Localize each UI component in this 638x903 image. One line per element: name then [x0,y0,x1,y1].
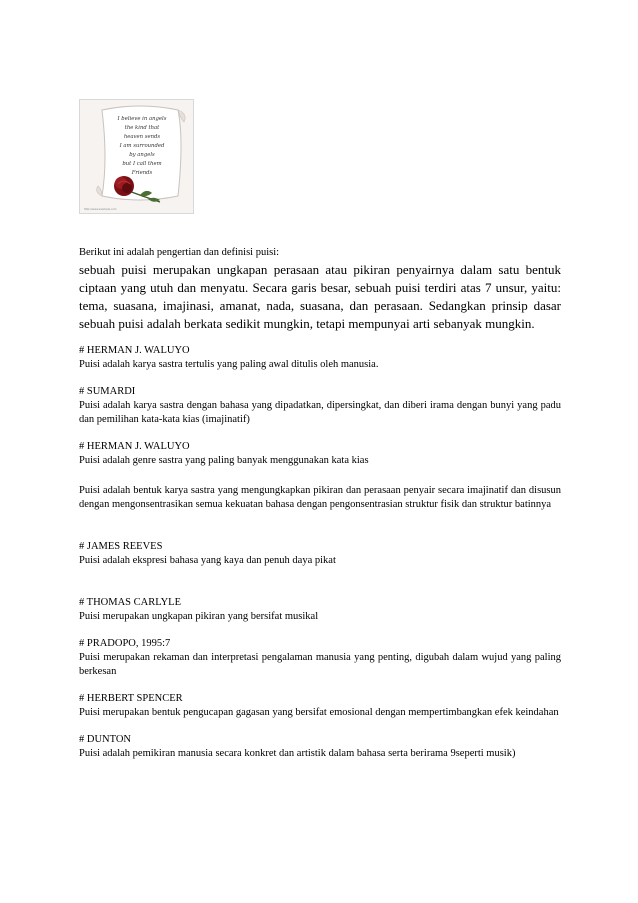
poem-line: by angels [129,152,155,158]
author-heading: # DUNTON [79,734,132,745]
definition-text: Puisi merupakan bentuk pengucapan gagasan yang bersifat emosional dengan mempertimbangkan efek keindahan [79,707,559,718]
definition-entry [79,385,561,427]
author-heading: # HERBERT SPENCER [79,693,183,704]
rose-scroll-illustration [80,100,193,213]
definition-text: Puisi merupakan rekaman dan interpretasi pengalaman manusia yang penting, digubah dalam wujud yang paling berkesan [79,652,561,677]
definition-entry [79,540,561,568]
author-heading: # THOMAS CARLYLE [79,597,182,608]
definition-paragraph: sebuah puisi merupakan ungkapan perasaan atau pikiran penyairnya dalam satu bentuk ciptaan yang utuh dan menyatu. Secara garis besar, sebuah puisi terdiri atas 7 unsur, yaitu: tema, suasana, imajinasi, amanat, nada, suasana, dan perasaan. Sedangkan prinsip dasar sebuah puisi adalah berkata sedikit mungkin, tetapi mempunyai arti sebanyak mungkin. [79,262,561,331]
author-heading: # HERMAN J. WALUYO [79,345,190,356]
definition-entry [79,344,561,372]
image-credit: http://www.example.com [84,208,117,211]
poem-line: but I call them [122,161,162,167]
author-heading: # SUMARDI [79,386,136,397]
author-heading: # HERMAN J. WALUYO [79,441,190,452]
definition-text: Puisi merupakan ungkapan pikiran yang bersifat musikal [79,611,319,622]
author-heading: # PRADOPO, 1995:7 [79,638,171,649]
definition-entry [79,484,561,512]
definition-text: Puisi adalah karya sastra dengan bahasa yang dipadatkan, dipersingkat, dan diberi irama dengan bunyi yang padu dan pemilihan kata-kata kias (imajinatif) [79,400,561,425]
poem-line: I believe in angels [117,116,167,122]
poem-line: heaven sends [123,134,161,140]
definition-entry [79,596,561,624]
definition-text: Puisi adalah ekspresi bahasa yang kaya dan penuh daya pikat [79,555,336,566]
poem-line: Friends [131,170,153,176]
definition-text: Puisi adalah karya sastra tertulis yang paling awal ditulis oleh manusia. [79,359,379,370]
definition-text: Puisi adalah genre sastra yang paling banyak menggunakan kata kias [79,455,369,466]
definition-entry [79,692,561,720]
author-heading: # JAMES REEVES [79,541,163,552]
definition-entry [79,440,561,468]
definition-entry [79,637,561,679]
definition-entry [79,733,561,761]
poem-line: I am surrounded [119,143,165,149]
poem-rose-image [79,99,194,214]
rose-icon [114,176,134,196]
definition-text: Puisi adalah pemikiran manusia secara konkret dan artistik dalam bahasa serta berirama 9seperti musik) [79,748,516,759]
document-body [79,246,561,761]
poem-line: the kind that [124,125,160,131]
intro-line: Berikut ini adalah pengertian dan definisi puisi: [79,247,280,258]
definition-text: Puisi adalah bentuk karya sastra yang mengungkapkan pikiran dan perasaan penyair secara imajinatif dan disusun dengan mengonsentrasikan semua kekuatan bahasa dengan pengonsentrasian struktur fisik dan struktur batinnya [79,485,561,510]
